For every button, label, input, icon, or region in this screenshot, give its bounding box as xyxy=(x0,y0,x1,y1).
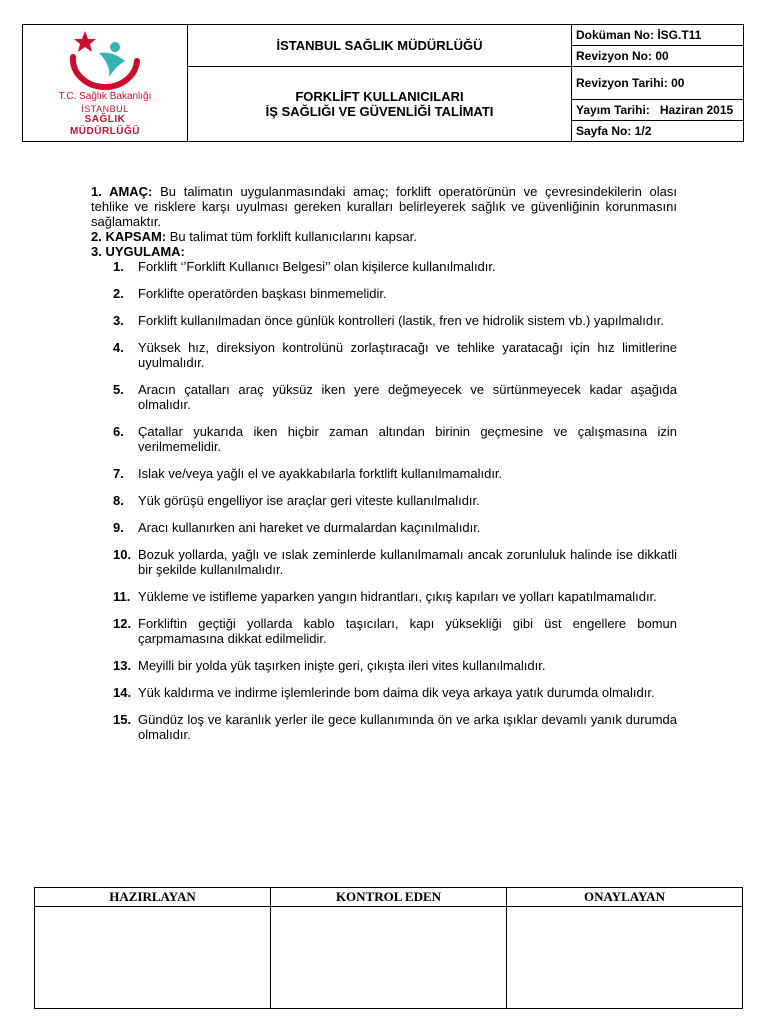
document-title xyxy=(188,67,572,142)
document-body xyxy=(91,184,677,754)
list-item-number: 9. xyxy=(113,520,124,535)
purpose-label: 1. AMAÇ: xyxy=(91,184,153,199)
signature-table xyxy=(34,887,743,1009)
title-line-2: İŞ SAĞLIĞI VE GÜVENLİĞİ TALİMATI xyxy=(265,104,494,119)
scope-text: Bu talimat tüm forklift kullanıcılarını kapsar. xyxy=(169,229,417,244)
list-item-number: 11. xyxy=(113,589,131,604)
ministry-logo xyxy=(23,25,187,141)
list-item-number: 12. xyxy=(113,616,132,631)
list-item-text: Forkliftin geçtiği yollarda kablo taşıcıları, kapı yüksekliği gibi üst engellere bomun çarpmamasına dikkat edilmelidir. xyxy=(138,616,677,646)
crescent-star-icon xyxy=(63,31,147,91)
list-item xyxy=(91,313,677,328)
list-item-text: Forklift ‘’Forklift Kullanıcı Belgesi’’ olan kişilerce kullanılmalıdır. xyxy=(138,259,496,274)
list-item-number: 4. xyxy=(113,340,124,355)
doc-number: Doküman No: İSG.T11 xyxy=(572,25,744,46)
list-item-number: 7. xyxy=(113,466,124,481)
prepared-by-header: HAZIRLAYAN xyxy=(35,888,271,907)
list-item-text: Yükleme ve istifleme yaparken yangın hidrantları, çıkış kapıları ve yolları kapatılmamalıdır. xyxy=(138,589,657,604)
list-item-number: 15. xyxy=(113,712,132,727)
rules-list xyxy=(91,259,677,742)
logo-text-health: SAĞLIK xyxy=(84,114,126,125)
list-item-number: 5. xyxy=(113,382,124,397)
publish-date-value: Haziran 2015 xyxy=(659,103,734,117)
list-item xyxy=(91,616,677,646)
publish-date-label: Yayım Tarihi: xyxy=(576,103,650,117)
list-item-number: 1. xyxy=(113,259,124,274)
checked-by-header: KONTROL EDEN xyxy=(271,888,507,907)
scope-label: 2. KAPSAM: xyxy=(91,229,167,244)
approved-by-header: ONAYLAYAN xyxy=(507,888,743,907)
list-item xyxy=(91,547,677,577)
list-item-text: Yük kaldırma ve indirme işlemlerinde bom daima dik veya arkaya yatık durumda olmalıdır. xyxy=(138,685,655,700)
org-name: İSTANBUL SAĞLIK MÜDÜRLÜĞÜ xyxy=(188,25,572,67)
scope-section xyxy=(91,229,677,244)
list-item xyxy=(91,685,677,700)
list-item-number: 14. xyxy=(113,685,132,700)
prepared-by-signature[interactable] xyxy=(35,907,271,1009)
revision-date: Revizyon Tarihi: 00 xyxy=(572,67,744,100)
logo-cell xyxy=(23,25,188,142)
logo-text-directorate: MÜDÜRLÜĞÜ xyxy=(69,126,141,137)
list-item-number: 13. xyxy=(113,658,132,673)
list-item-number: 6. xyxy=(113,424,124,439)
checked-by-signature[interactable] xyxy=(271,907,507,1009)
list-item-text: Aracın çatalları araç yüksüz iken yere değmeyecek ve sürtünmeyecek kadar aşağıda olmalıdır. xyxy=(138,382,677,412)
list-item-text: Çatallar yukarıda iken hiçbir zaman altından birinin geçmesine ve çalışmasına izin verilmemelidir. xyxy=(138,424,677,454)
list-item xyxy=(91,424,677,454)
application-label: 3. UYGULAMA: xyxy=(91,244,185,259)
title-line-1: FORKLİFT KULLANICILARI xyxy=(295,89,464,104)
application-section xyxy=(91,244,677,259)
publish-date xyxy=(572,100,744,121)
list-item xyxy=(91,589,677,604)
purpose-section xyxy=(91,184,677,229)
logo-text-city: İSTANBUL xyxy=(81,104,129,114)
list-item-text: Yüksek hız, direksiyon kontrolünü zorlaştıracağı ve tehlike yaratacağı için hız limitlerine uyulmalıdır. xyxy=(138,340,677,370)
list-item-text: Aracı kullanırken ani hareket ve durmalardan kaçınılmalıdır. xyxy=(138,520,481,535)
list-item-text: Forklift kullanılmadan önce günlük kontrolleri (lastik, fren ve hidrolik sistem vb.) yapılmalıdır. xyxy=(138,313,664,328)
list-item-text: Forklifte operatörden başkası binmemelidir. xyxy=(138,286,387,301)
list-item xyxy=(91,382,677,412)
logo-text-ministry: T.C. Sağlık Bakanlığı xyxy=(58,91,152,102)
list-item xyxy=(91,340,677,370)
list-item-text: Bozuk yollarda, yağlı ve ıslak zeminlerde kullanılmamalı ancak zorunluluk halinde ise dikkatli bir şekilde kullanılmalıdır. xyxy=(138,547,677,577)
list-item xyxy=(91,286,677,301)
document-header xyxy=(22,24,744,142)
list-item xyxy=(91,658,677,673)
approved-by-signature[interactable] xyxy=(507,907,743,1009)
list-item-number: 8. xyxy=(113,493,124,508)
list-item xyxy=(91,493,677,508)
list-item xyxy=(91,259,677,274)
list-item-text: Yük görüşü engelliyor ise araçlar geri viteste kullanılmalıdır. xyxy=(138,493,480,508)
list-item xyxy=(91,712,677,742)
list-item-number: 10. xyxy=(113,547,132,562)
revision-number: Revizyon No: 00 xyxy=(572,46,744,67)
purpose-text: Bu talimatın uygulanmasındaki amaç; forklift operatörünün ve çevresindekilerin olası tehlike ve risklere karşı uyulması gereken kuralları belirleyerek sağlık ve güvenliğinin korunmasını sağlamaktır. xyxy=(91,184,677,229)
page-number: Sayfa No: 1/2 xyxy=(572,121,744,142)
list-item-text: Islak ve/veya yağlı el ve ayakkabılarla forktlift kullanılmamalıdır. xyxy=(138,466,503,481)
list-item-number: 2. xyxy=(113,286,124,301)
list-item-text: Meyilli bir yolda yük taşırken inişte geri, çıkışta ileri vites kullanılmalıdır. xyxy=(138,658,546,673)
list-item xyxy=(91,520,677,535)
list-item xyxy=(91,466,677,481)
list-item-text: Gündüz loş ve karanlık yerler ile gece kullanımında ön ve arka ışıklar devamlı yanık durumda olmalıdır. xyxy=(138,712,677,742)
list-item-number: 3. xyxy=(113,313,124,328)
